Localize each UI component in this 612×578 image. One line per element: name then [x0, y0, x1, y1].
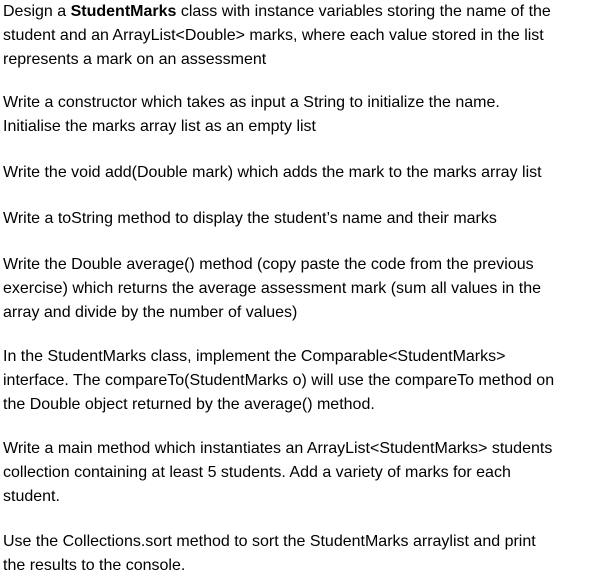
paragraph-tostring-method: Write a toString method to display the student’s name and their marks	[3, 210, 497, 227]
paragraph-main-method: Write a main method which instantiates an ArrayList<StudentMarks> students collection containing at least 5 students. Add a variety of marks for each student.	[3, 440, 553, 505]
paragraph-collections-sort: Use the Collections.sort method to sort the StudentMarks arraylist and print the results to the console.	[3, 533, 536, 574]
paragraph-comparable-interface: In the StudentMarks class, implement the Comparable<StudentMarks> interface. The compareTo(StudentMarks o) will use the compareTo method on the Double object returned by the average() method.	[3, 348, 555, 413]
paragraph-class-design-intro: Design a	[3, 3, 71, 20]
paragraph-average-method: Write the Double average() method (copy paste the code from the previous exercise) which returns the average assessment mark (sum all values in the array and divide by the number of values)	[3, 256, 541, 321]
paragraph-add-method: Write the void add(Double mark) which adds the mark to the marks array list	[3, 164, 542, 181]
paragraph-constructor: Write a constructor which takes as input a String to initialize the name. Initialise the marks array list as an empty list	[3, 94, 500, 135]
paragraph-class-design-rest: class with instance variables storing the name of the student and an ArrayList<Double> marks, where each value stored in the list represents a mark on an assessment	[3, 3, 551, 68]
paragraph-class-design	[3, 0, 608, 72]
class-name-bold: StudentMarks	[70, 3, 177, 20]
